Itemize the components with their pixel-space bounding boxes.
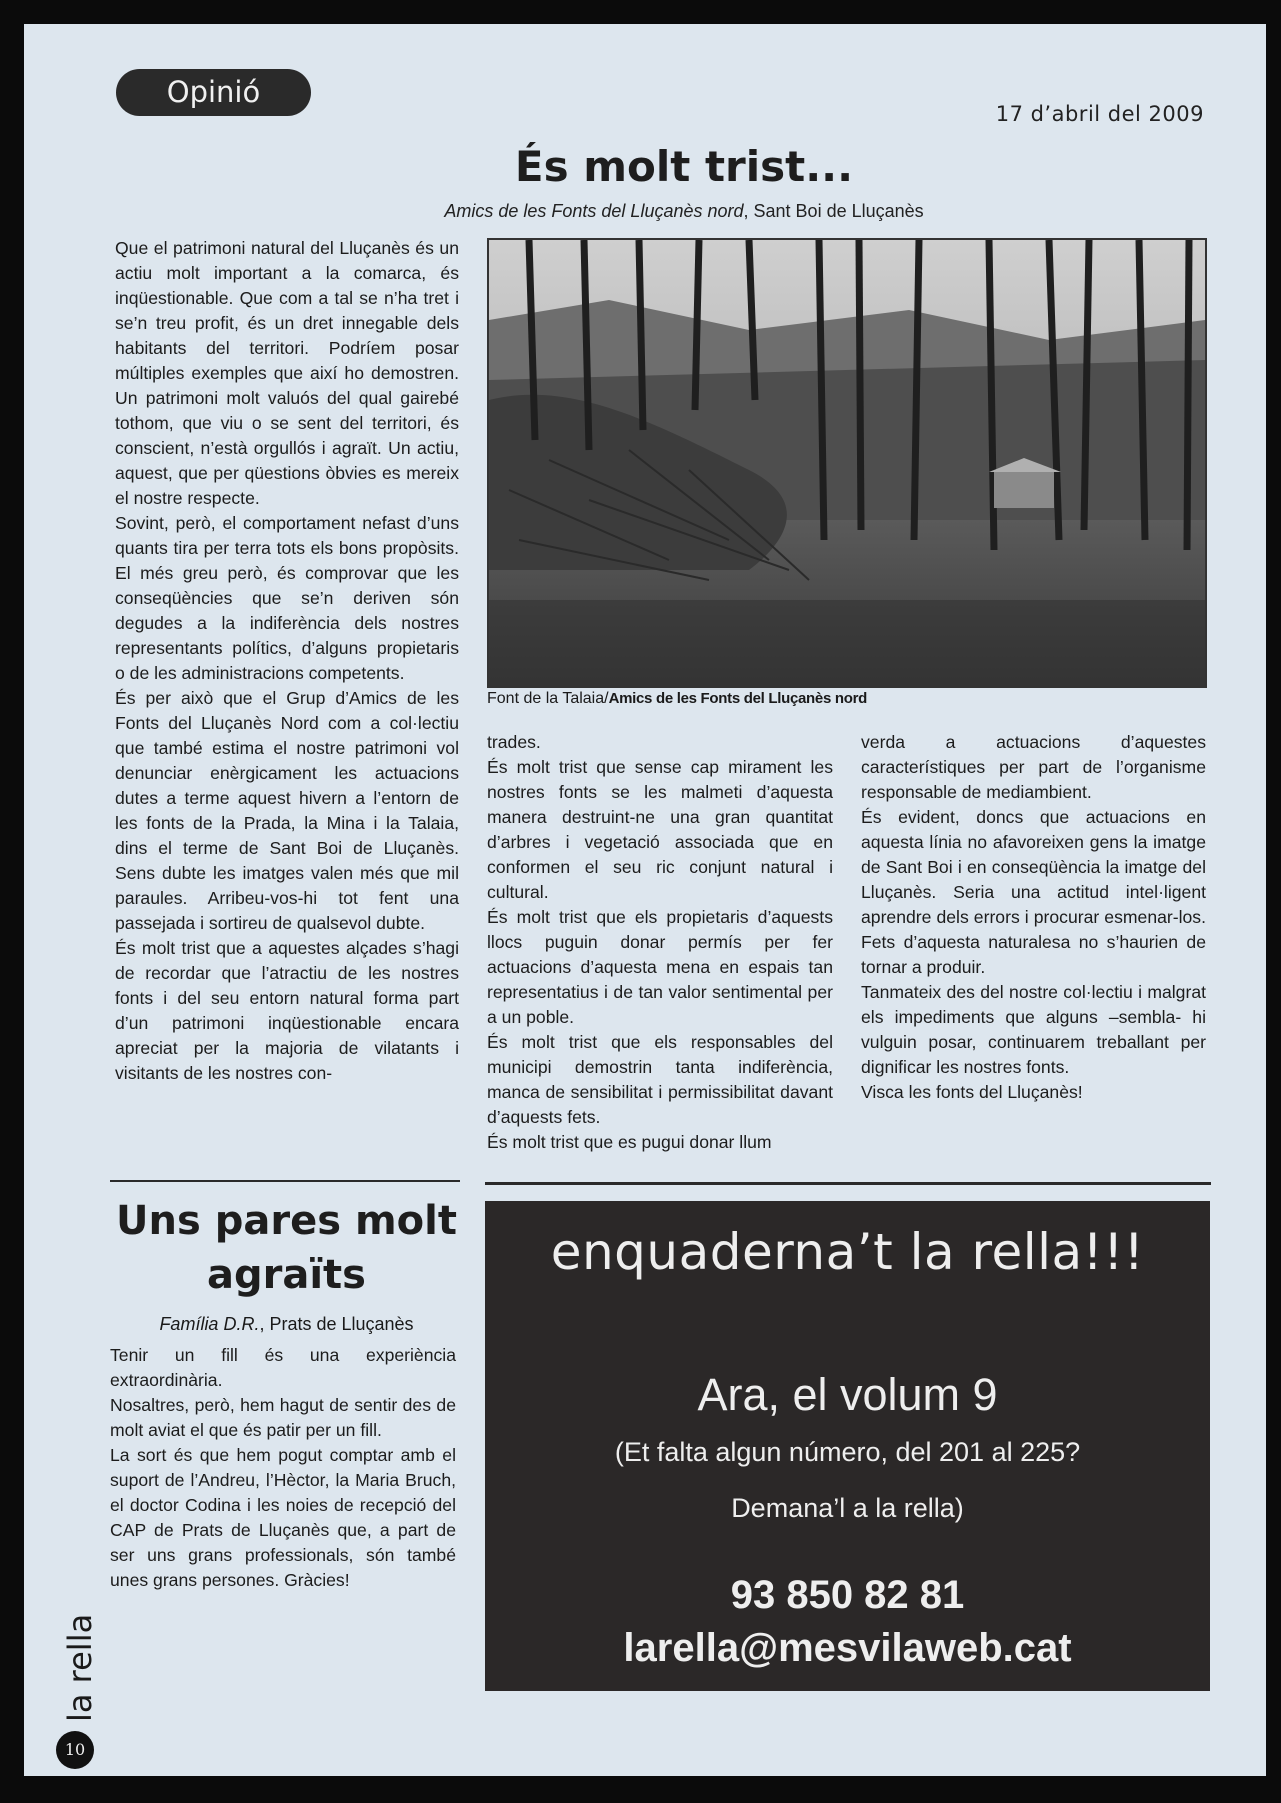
ad-volume: Ara, el volum 9: [697, 1369, 998, 1420]
paragraph: Nosaltres, però, hem hagut de sentir des de molt aviat el que és patir per un fill.: [110, 1395, 456, 1440]
byline-place: , Prats de Lluçanès: [259, 1314, 414, 1334]
forest-photo-image: [489, 240, 1205, 686]
byline-author: Família D.R.: [159, 1314, 260, 1334]
byline-author: Amics de les Fonts del Lluçanès nord: [444, 201, 744, 221]
article-column-1: [115, 236, 459, 1086]
byline-place: , Sant Boi de Lluçanès: [743, 201, 924, 221]
divider-left: [110, 1180, 460, 1182]
article-title: És molt trist...: [514, 142, 854, 191]
caption-credit: Amics de les Fonts del Lluçanès nord: [608, 690, 867, 707]
paragraph: És per això que el Grup d’Amics de les Fonts del Lluçanès Nord com a col·lectiu que també estima el nostre patrimoni vol denunciar enèrgicament les actuacions dutes a terme aquest hivern a l’entorn de les fonts de la Prada, la Mina i la Talaia, dins el terme de Sant Boi de Lluçanès. Sens dubte les imatges valen més que mil paraules. Arribeu-vos-hi tot fent una passejada i sortireu de qualsevol dubte.: [115, 688, 459, 933]
paragraph: trades.: [487, 732, 541, 752]
article2-title-line1: Uns pares molt: [116, 1198, 457, 1244]
ad-phone: 93 850 82 81: [730, 1573, 965, 1617]
caption-place: Font de la Talaia/: [487, 690, 609, 707]
issue-date: 17 d’abril del 2009: [995, 102, 1204, 126]
paragraph: Tenir un fill és una experiència extraordinària.: [110, 1345, 456, 1390]
article-photo: [487, 238, 1207, 688]
page-number: 10: [56, 1731, 94, 1769]
paragraph: És molt trist que es pugui donar llum: [487, 1132, 772, 1152]
ad-email: larella@mesvilaweb.cat: [623, 1626, 1072, 1670]
brand-name: la rella: [61, 1613, 99, 1722]
paragraph: És molt trist que els responsables del municipi demostrin tanta indiferència, manca de sensibilitat i permissibilitat davant d’aquests fets.: [487, 1032, 833, 1127]
article2-title-line2: agraïts: [207, 1252, 366, 1298]
binding-advertisement: [485, 1201, 1210, 1691]
article-column-3: [861, 730, 1206, 1105]
ad-title: enquaderna’t la rella!!!: [550, 1223, 1145, 1281]
paragraph: Sovint, però, el comportament nefast d’uns quants tira per terra tots els bons propòsits. El més greu però, és comprovar que les conseqüències que se’n deriven són degudes a la indiferència dels nostres representants polítics, d’alguns propietaris o de les administracions competents.: [115, 513, 459, 683]
ad-missing-issues: (Et falta algun número, del 201 al 225?: [614, 1437, 1081, 1467]
brand-logo: [60, 1584, 100, 1724]
article2-byline: [114, 1314, 459, 1335]
divider-right: [485, 1182, 1211, 1185]
ad-request: Demana’l a la rella): [731, 1493, 964, 1523]
paragraph: Tanmateix des del nostre col·lectiu i malgrat els impediments que alguns –sembla- hi vulguin posar, continuarem treballant per dignificar les nostres fonts.: [861, 982, 1206, 1077]
paragraph: Que el patrimoni natural del Lluçanès és un actiu molt important a la comarca, és inqüestionable. Que com a tal se n’ha tret i se’n treu profit, és un dret innegable dels habitants del territori. Podríem posar múltiples exemples que així ho demostren. Un patrimoni molt valuós del qual gairebé tothom, que viu o se sent del territori, és conscient, n’està orgullós i agraït. Un actiu, aquest, que per qüestions òbvies es mereix el nostre respecte.: [115, 238, 459, 508]
paragraph: És molt trist que els propietaris d’aquests llocs puguin donar permís per fer actuacions d’aquesta mena en espais tan representatius i de tan valor sentimental per a un poble.: [487, 907, 833, 1027]
paragraph: És molt trist que a aquestes alçades s’hagi de recordar que l’atractiu de les nostres fonts i del seu entorn natural forma part d’un patrimoni inqüestionable encara apreciat per la majoria de vilatants i visitants de les nostres con-: [115, 938, 459, 1083]
article2-title: [114, 1194, 459, 1302]
section-label: Opinió: [116, 69, 311, 116]
paragraph: És molt trist que sense cap mirament les nostres fonts se les malmeti d’aquesta manera destruint-ne una gran quantitat d’arbres i vegetació associada que en conformen el seu ric conjunt natural i cultural.: [487, 757, 833, 902]
paragraph: verda a actuacions d’aquestes característiques per part de l’organisme responsable de mediambient.: [861, 732, 1206, 802]
article-column-2: [487, 730, 833, 1155]
paragraph: És evident, doncs que actuacions en aquesta línia no afavoreixen gens la imatge de Sant Boi i en conseqüència la imatge del Lluçanès. Seria una actitud intel·ligent aprendre dels errors i procurar esmenar-los. Fets d’aquesta naturalesa no s’haurien de tornar a produir.: [861, 807, 1206, 977]
photo-caption: [487, 690, 1207, 708]
article2-body: [110, 1343, 456, 1593]
paragraph: La sort és que hem pogut comptar amb el suport de l’Andreu, l’Hèctor, la Maria Bruch, el doctor Codina i les noies de recepció del CAP de Prats de Lluçanès que, a part de ser uns grans professionals, són també unes grans persones. Gràcies!: [110, 1445, 456, 1590]
paragraph: Visca les fonts del Lluçanès!: [861, 1082, 1083, 1102]
newspaper-page: [24, 24, 1266, 1776]
article-byline: [354, 201, 1014, 222]
